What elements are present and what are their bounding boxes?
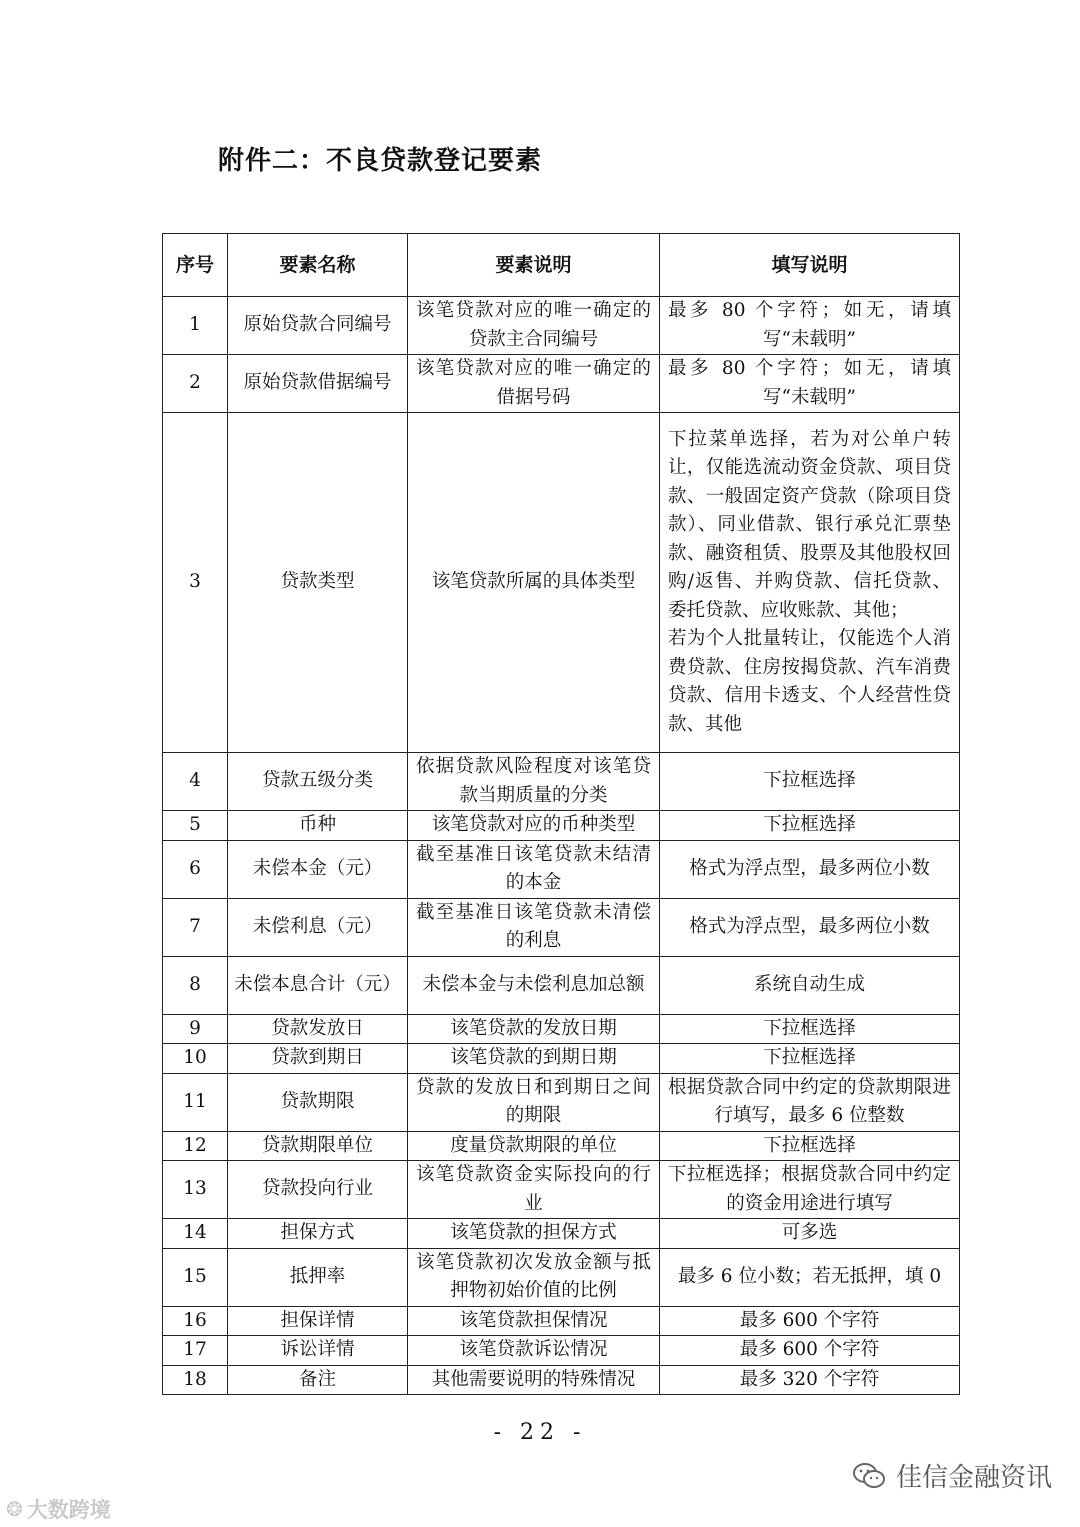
- table-row: [163, 1131, 960, 1161]
- cell-fill: 根据贷款合同中约定的贷款期限进行填写，最多 6 位整数: [660, 1073, 960, 1131]
- cell-no: 14: [163, 1219, 228, 1249]
- table-row: [163, 1306, 960, 1336]
- cell-name: 担保详情: [228, 1306, 408, 1336]
- header-fill: 填写说明: [660, 234, 960, 297]
- cell-desc: 该笔贷款的担保方式: [408, 1219, 660, 1249]
- cell-desc: 该笔贷款初次发放金额与抵押物初始价值的比例: [408, 1248, 660, 1306]
- table-row: [163, 413, 960, 753]
- cell-name: 贷款五级分类: [228, 753, 408, 811]
- table-row: [163, 956, 960, 1014]
- table-row: [163, 753, 960, 811]
- source-watermark: [6, 1494, 111, 1524]
- cell-no: 4: [163, 753, 228, 811]
- cell-name: 备注: [228, 1365, 408, 1395]
- table-row: [163, 811, 960, 841]
- table-row: [163, 1044, 960, 1074]
- cell-fill: [660, 413, 960, 753]
- cell-name: 贷款到期日: [228, 1044, 408, 1074]
- cell-fill: 下拉框选择: [660, 753, 960, 811]
- registration-elements-table: [162, 233, 960, 1395]
- cell-desc: 其他需要说明的特殊情况: [408, 1365, 660, 1395]
- cell-no: 2: [163, 355, 228, 413]
- cell-fill: 下拉框选择: [660, 1044, 960, 1074]
- table-row: [163, 355, 960, 413]
- cell-fill-personal: 若为个人批量转让，仅能选个人消费贷款、住房按揭贷款、汽车消费贷款、信用卡透支、个人经营性贷款、其他: [668, 628, 951, 735]
- cell-fill: 下拉框选择: [660, 1014, 960, 1044]
- wechat-icon: [852, 1461, 886, 1491]
- cell-no: 17: [163, 1336, 228, 1366]
- cell-desc: 该笔贷款诉讼情况: [408, 1336, 660, 1366]
- cell-name: 贷款投向行业: [228, 1161, 408, 1219]
- cell-desc: 该笔贷款的到期日期: [408, 1044, 660, 1074]
- cell-name: 贷款类型: [228, 413, 408, 753]
- cell-name: 担保方式: [228, 1219, 408, 1249]
- cell-no: 3: [163, 413, 228, 753]
- cell-no: 11: [163, 1073, 228, 1131]
- cell-desc: 依据贷款风险程度对该笔贷款当期质量的分类: [408, 753, 660, 811]
- cell-desc: 该笔贷款所属的具体类型: [408, 413, 660, 753]
- header-no: 序号: [163, 234, 228, 297]
- cell-no: 9: [163, 1014, 228, 1044]
- table-row: [163, 1248, 960, 1306]
- cell-desc: 该笔贷款对应的币种类型: [408, 811, 660, 841]
- cell-name: 原始贷款借据编号: [228, 355, 408, 413]
- cell-name: 原始贷款合同编号: [228, 297, 408, 355]
- table-row: [163, 840, 960, 898]
- cell-no: 10: [163, 1044, 228, 1074]
- cell-no: 6: [163, 840, 228, 898]
- cell-fill: 最多 6 位小数；若无抵押，填 0: [660, 1248, 960, 1306]
- cell-no: 1: [163, 297, 228, 355]
- cell-name: 贷款期限: [228, 1073, 408, 1131]
- page-title: 附件二：不良贷款登记要素: [218, 146, 543, 176]
- cell-name: 币种: [228, 811, 408, 841]
- cell-fill: 下拉框选择；根据贷款合同中约定的资金用途进行填写: [660, 1161, 960, 1219]
- cell-desc: 该笔贷款担保情况: [408, 1306, 660, 1336]
- table-row: [163, 1219, 960, 1249]
- cell-fill: 最多 600 个字符: [660, 1336, 960, 1366]
- cell-fill: 格式为浮点型，最多两位小数: [660, 840, 960, 898]
- cell-no: 13: [163, 1161, 228, 1219]
- header-name: 要素名称: [228, 234, 408, 297]
- cell-fill: 可多选: [660, 1219, 960, 1249]
- cell-fill: 最多 80 个字符；如无，请填写“未载明”: [660, 355, 960, 413]
- cell-name: 未偿利息（元）: [228, 898, 408, 956]
- cell-fill: 最多 600 个字符: [660, 1306, 960, 1336]
- cell-name: 未偿本息合计（元）: [228, 956, 408, 1014]
- cell-desc: 该笔贷款的发放日期: [408, 1014, 660, 1044]
- cell-desc: 贷款的发放日和到期日之间的期限: [408, 1073, 660, 1131]
- cell-desc: 未偿本金与未偿利息加总额: [408, 956, 660, 1014]
- page-number: - 22 -: [493, 1420, 587, 1445]
- cell-no: 16: [163, 1306, 228, 1336]
- cell-desc: 该笔贷款对应的唯一确定的借据号码: [408, 355, 660, 413]
- cell-no: 8: [163, 956, 228, 1014]
- cell-fill: 下拉框选择: [660, 1131, 960, 1161]
- table-row: [163, 898, 960, 956]
- cell-name: 抵押率: [228, 1248, 408, 1306]
- cell-fill: 最多 320 个字符: [660, 1365, 960, 1395]
- cell-fill-corporate: 下拉菜单选择，若为对公单户转让，仅能选流动资金贷款、项目贷款、一般固定资产贷款（除项目贷款）、同业借款、银行承兑汇票垫款、融资租赁、股票及其他股权回购/返售、并购贷款、信托贷款、委托贷款、应收账款、其他；: [668, 428, 951, 621]
- cell-name: 诉讼详情: [228, 1336, 408, 1366]
- table-row: [163, 1073, 960, 1131]
- wechat-account-name: 佳信金融资讯: [895, 1463, 1052, 1493]
- cell-name: 贷款期限单位: [228, 1131, 408, 1161]
- cell-name: 贷款发放日: [228, 1014, 408, 1044]
- cell-no: 7: [163, 898, 228, 956]
- cell-no: 5: [163, 811, 228, 841]
- cell-no: 15: [163, 1248, 228, 1306]
- cell-fill: 系统自动生成: [660, 956, 960, 1014]
- table-row: [163, 1014, 960, 1044]
- table-row: [163, 297, 960, 355]
- cell-name: 未偿本金（元）: [228, 840, 408, 898]
- table-row: [163, 1161, 960, 1219]
- cell-fill: 下拉框选择: [660, 811, 960, 841]
- table-row: [163, 1365, 960, 1395]
- source-name: 大数跨境: [26, 1498, 111, 1522]
- cell-no: 12: [163, 1131, 228, 1161]
- cell-desc: 该笔贷款资金实际投向的行业: [408, 1161, 660, 1219]
- cell-desc: 截至基准日该笔贷款未结清的本金: [408, 840, 660, 898]
- cell-desc: 该笔贷款对应的唯一确定的贷款主合同编号: [408, 297, 660, 355]
- table-header-row: [163, 234, 960, 297]
- cell-desc: 度量贷款期限的单位: [408, 1131, 660, 1161]
- cell-desc: 截至基准日该笔贷款未清偿的利息: [408, 898, 660, 956]
- wechat-watermark: [852, 1457, 1052, 1494]
- source-logo-icon: ❂: [6, 1497, 23, 1521]
- header-desc: 要素说明: [408, 234, 660, 297]
- cell-no: 18: [163, 1365, 228, 1395]
- cell-fill: 最多 80 个字符；如无，请填写“未载明”: [660, 297, 960, 355]
- cell-fill: 格式为浮点型，最多两位小数: [660, 898, 960, 956]
- table-row: [163, 1336, 960, 1366]
